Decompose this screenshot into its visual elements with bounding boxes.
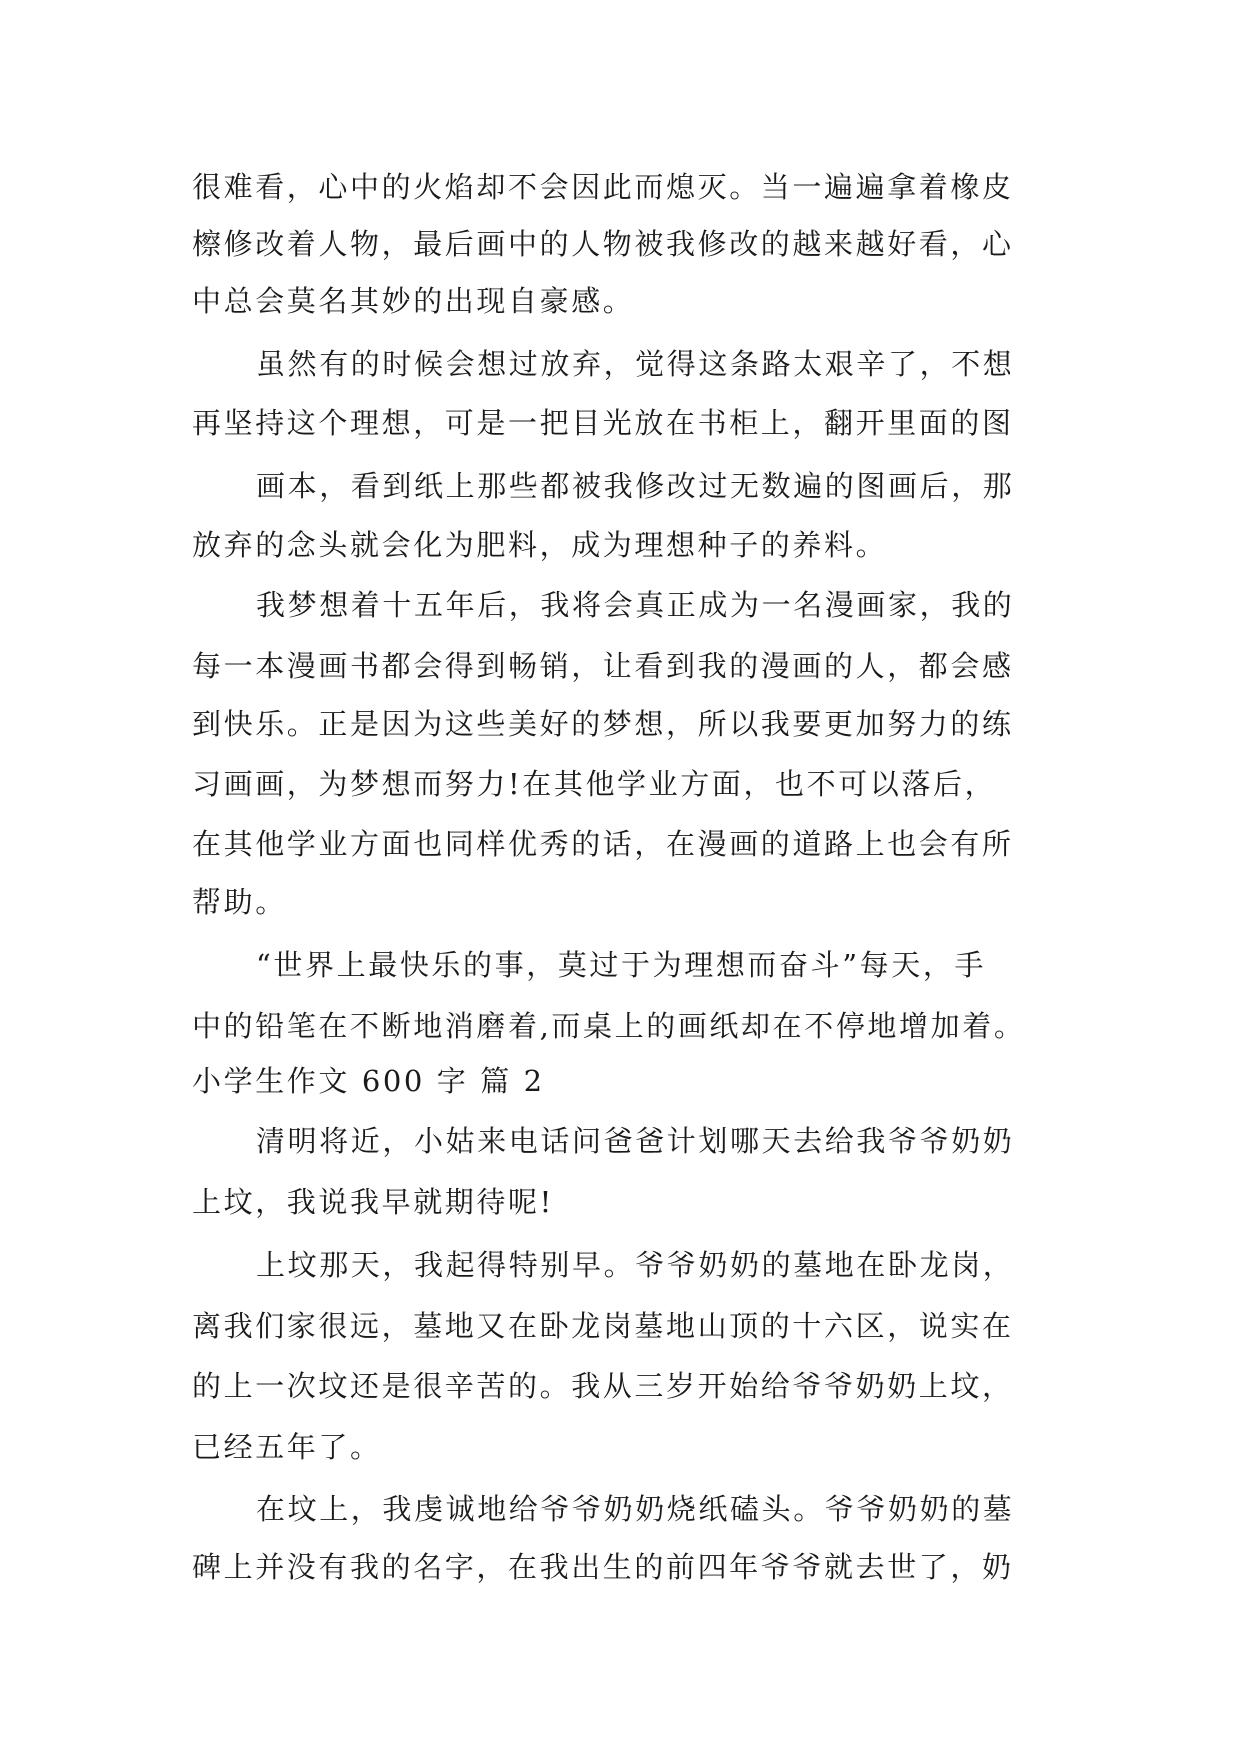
text-line: 在坟上，我虔诚地给爷爷奶奶烧纸磕头。爷爷奶奶的墓	[256, 1492, 1015, 1526]
text-line: 中总会莫名其妙的出现自豪感。	[192, 284, 635, 318]
text-line: 很难看，心中的火焰却不会因此而熄灭。当一遍遍拿着橡皮	[192, 170, 1014, 204]
section-heading: 小学生作文 600 字 篇 2	[192, 1064, 545, 1098]
text-line: 在其他学业方面也同样优秀的话，在漫画的道路上也会有所	[192, 827, 1014, 861]
text-line: “世界上最快乐的事，莫过于为理想而奋斗”每天，手	[256, 948, 987, 982]
text-line: 习画画，为梦想而努力!在其他学业方面，也不可以落后，	[192, 767, 997, 801]
text-line: 碑上并没有我的名字，在我出生的前四年爷爷就去世了，奶	[192, 1550, 1014, 1584]
text-line: 中的铅笔在不断地消磨着,而桌上的画纸却在不停地增加着。	[192, 1009, 1026, 1043]
text-line: 的上一次坟还是很辛苦的。我从三岁开始给爷爷奶奶上坟，	[192, 1369, 1014, 1403]
text-line: 帮助。	[192, 885, 287, 919]
text-line: 上坟，我说我早就期待呢!	[192, 1185, 554, 1219]
text-line: 我梦想着十五年后，我将会真正成为一名漫画家，我的	[256, 588, 1015, 622]
text-line: 虽然有的时候会想过放弃，觉得这条路太艰辛了，不想	[256, 347, 1015, 381]
text-line: 画本，看到纸上那些都被我修改过无数遍的图画后，那	[256, 469, 1015, 503]
text-line: 已经五年了。	[192, 1430, 382, 1464]
text-line: 清明将近，小姑来电话问爸爸计划哪天去给我爷爷奶奶	[256, 1124, 1015, 1158]
text-line: 放弃的念头就会化为肥料，成为理想种子的养料。	[192, 528, 888, 562]
text-line: 再坚持这个理想，可是一把目光放在书柜上，翻开里面的图	[192, 406, 1014, 440]
text-line: 檫修改着人物，最后画中的人物被我修改的越来越好看，心	[192, 227, 1014, 261]
text-line: 每一本漫画书都会得到畅销，让看到我的漫画的人，都会感	[192, 649, 1014, 683]
text-line: 到快乐。正是因为这些美好的梦想，所以我要更加努力的练	[192, 707, 1014, 741]
text-line: 离我们家很远，墓地又在卧龙岗墓地山顶的十六区，说实在	[192, 1309, 1014, 1343]
text-line: 上坟那天，我起得特别早。爷爷奶奶的墓地在卧龙岗，	[256, 1248, 1015, 1282]
